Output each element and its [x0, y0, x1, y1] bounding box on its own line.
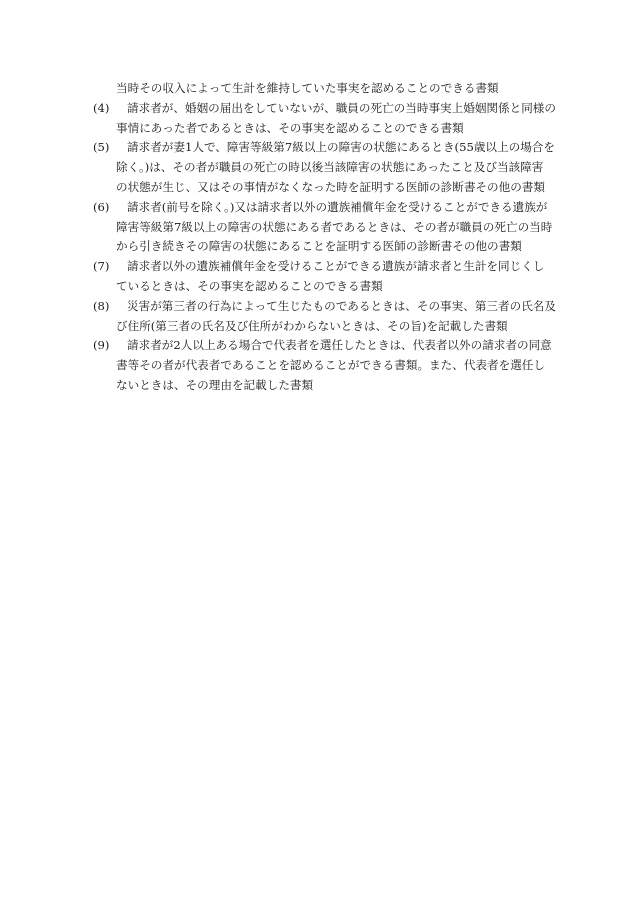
item-text	[116, 138, 563, 197]
item-line: ているときは、その事実を認めることのできる書類	[116, 278, 383, 293]
item-line: 障害等級第7級以上の障害の状態にある者であるときは、その者が職員の死亡の当時	[116, 219, 553, 234]
item-line: 除く。)は、その者が職員の死亡の時以後当該障害の状態にあったこと及び当該障害	[116, 160, 544, 175]
item-text	[116, 257, 563, 297]
item-number: (9)	[93, 338, 110, 353]
item-line: 事情にあった者であるときは、その事実を認めることのできる書類	[116, 120, 464, 135]
item-line: 請求者以外の遺族補償年金を受けることができる遺族が請求者と生計を同じくし	[127, 259, 545, 274]
item-text	[116, 297, 563, 337]
item-text	[116, 336, 563, 395]
item-line: び住所(第三者の氏名及び住所がわからないときは、その旨)を記載した書類	[116, 318, 508, 333]
item-number: (8)	[93, 298, 110, 313]
list-item-9	[93, 336, 563, 395]
list-item-4	[93, 99, 563, 139]
item-line: 災害が第三者の行為によって生じたものであるときは、その事実、第三者の氏名及	[127, 298, 556, 313]
list-item-8	[93, 297, 563, 337]
item-number: (7)	[93, 259, 110, 274]
item-line: から引き続きその障害の状態にあることを証明する医師の診断書その他の書類	[116, 239, 522, 254]
item-text	[116, 99, 563, 139]
document-body	[93, 79, 563, 396]
item-number: (5)	[93, 140, 110, 155]
item-line: の状態が生じ、又はその事情がなくなった時を証明する医師の診断書その他の書類	[116, 179, 545, 194]
list-item-7	[93, 257, 563, 297]
item-line: 請求者(前号を除く。)又は請求者以外の遺族補償年金を受けることができる遺族が	[127, 199, 548, 214]
list-item-6	[93, 198, 563, 257]
item-number: (6)	[93, 199, 110, 214]
continuation-line: 当時その収入によって生計を維持していた事実を認めることのできる書類	[116, 81, 499, 95]
item-text	[116, 198, 563, 257]
item-line: 請求者が、婚姻の届出をしていないが、職員の死亡の当時事実上婚姻関係と同様の	[127, 100, 556, 115]
item-line: ないときは、その理由を記載した書類	[116, 377, 314, 392]
item-line: 請求者が2人以上ある場合で代表者を選任したときは、代表者以外の請求者の同意	[127, 338, 552, 353]
item-line: 書等その者が代表者であることを認めることができる書類。また、代表者を選任し	[116, 358, 545, 373]
item-line: 請求者が妻1人で、障害等級第7級以上の障害の状態にあるとき(55歳以上の場合を	[127, 140, 555, 155]
item-number: (4)	[93, 100, 110, 115]
list-item-5	[93, 138, 563, 197]
